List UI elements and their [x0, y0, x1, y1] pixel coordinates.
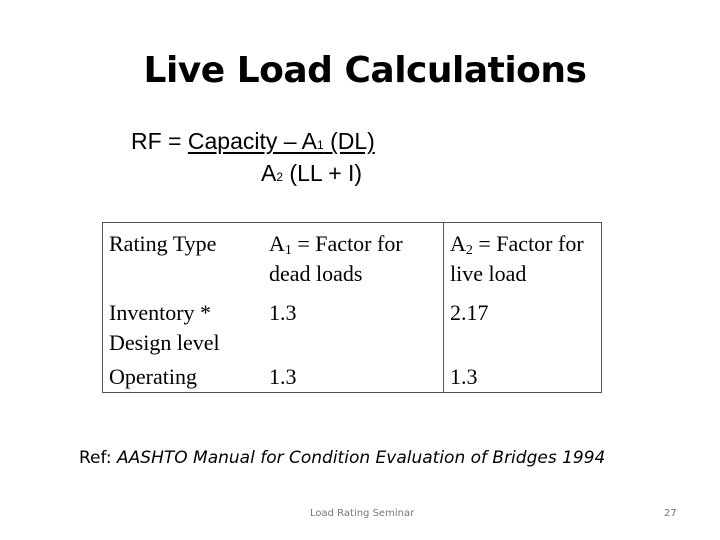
- rating-factors-table: [102, 222, 602, 393]
- a2-symbol: A: [450, 231, 466, 256]
- numerator-subscript: 1: [317, 138, 324, 152]
- a1-description: = Factor for dead loads: [269, 231, 403, 286]
- formula-denominator: [261, 157, 362, 193]
- denominator-ll: (LL + I): [283, 160, 363, 186]
- row-type: Inventory * Design level: [109, 299, 220, 355]
- row-a1-value: 1.3: [269, 364, 297, 389]
- a1-symbol: A: [269, 231, 285, 256]
- a2-description: = Factor for live load: [450, 231, 584, 286]
- header-a1: [263, 223, 444, 292]
- row-type: Operating: [109, 364, 197, 389]
- a1-subscript: 1: [284, 243, 292, 258]
- rating-factor-formula: [131, 125, 375, 186]
- row-a2-value: 1.3: [444, 361, 602, 393]
- a2-subscript: 2: [465, 243, 473, 258]
- numerator-dl: (DL): [323, 128, 375, 154]
- numerator-text: Capacity – A: [187, 128, 318, 154]
- formula-lhs: RF =: [131, 128, 188, 154]
- table-row: [103, 361, 602, 393]
- table-row: [103, 292, 602, 361]
- table-header-row: [103, 223, 602, 292]
- row-a2-value: 2.17: [444, 292, 602, 361]
- header-rating-type: Rating Type: [109, 231, 217, 256]
- reference-citation: [79, 448, 605, 468]
- reference-prefix: Ref:: [79, 448, 118, 468]
- slide-title: Live Load Calculations: [143, 50, 587, 91]
- page-number: 27: [664, 508, 677, 519]
- denominator-text: A: [261, 160, 277, 186]
- header-a2: [444, 223, 602, 292]
- reference-source: AASHTO Manual for Condition Evaluation of Bridges 1994: [117, 448, 606, 468]
- row-a1-value: 1.3: [269, 299, 297, 325]
- denominator-subscript: 2: [276, 170, 284, 184]
- formula-numerator: [188, 128, 375, 154]
- footer-text: Load Rating Seminar: [310, 508, 415, 519]
